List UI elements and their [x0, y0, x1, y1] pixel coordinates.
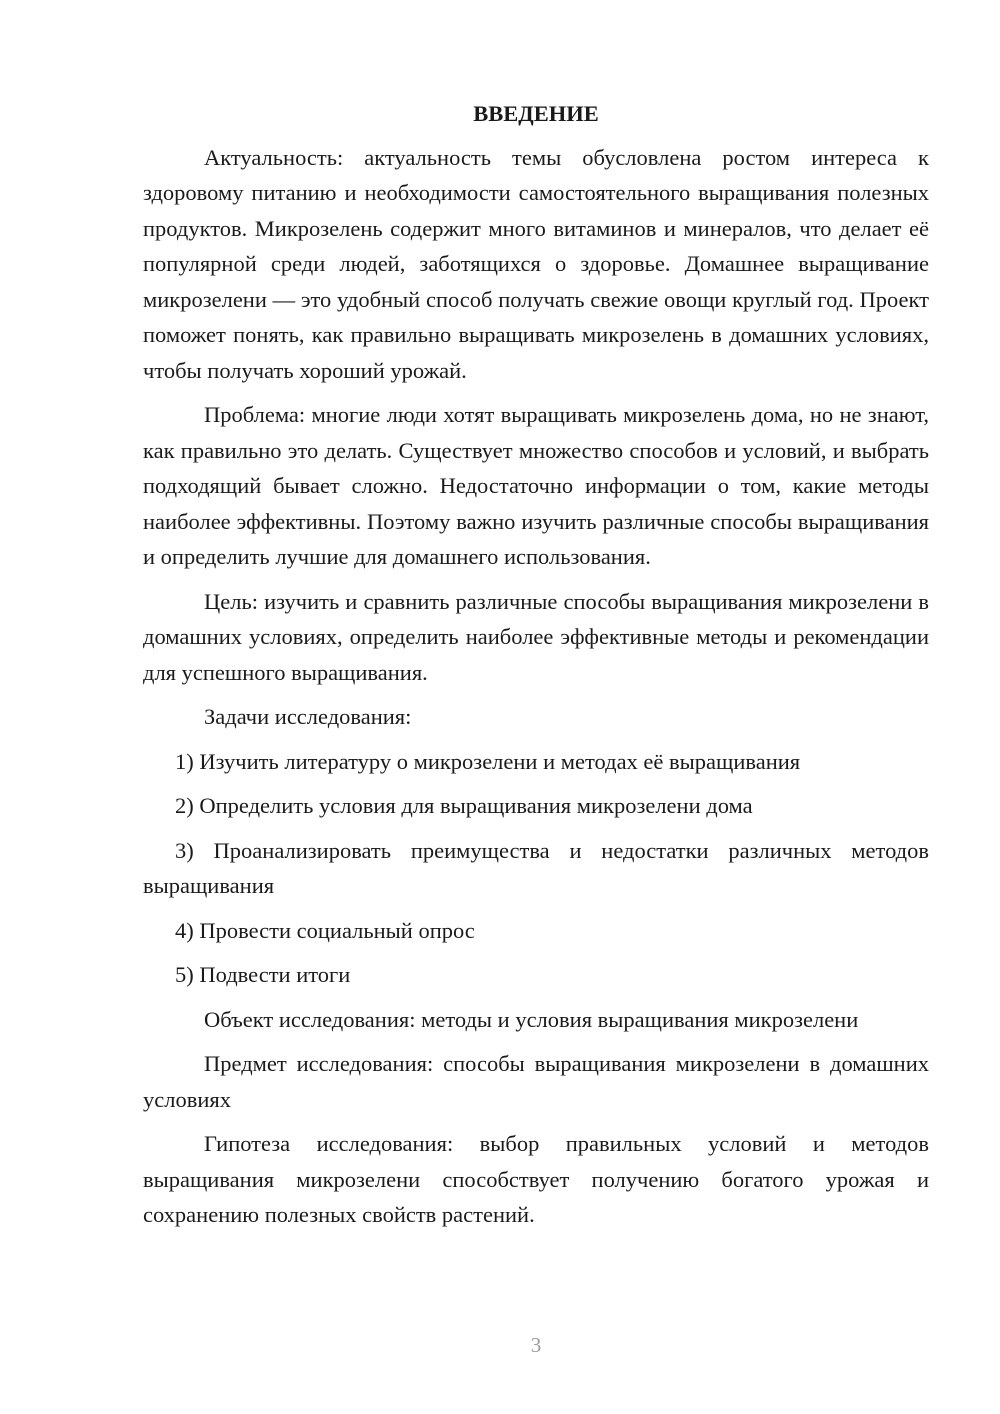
paragraph-subject: Предмет исследования: способы выращивания микрозелени в домашних условиях [143, 1051, 929, 1112]
paragraph-hypothesis: Гипотеза исследования: выбор правильных условий и методов выращивания микрозелени способствует получению богатого урожая и сохранению полезных свойств растений. [143, 1131, 929, 1227]
page-number: 3 [530, 1333, 542, 1357]
paragraph-object: Объект исследования: методы и условия выращивания микрозелени [204, 1006, 859, 1032]
paragraph-relevance: Актуальность: актуальность темы обусловлена ростом интереса к здоровому питанию и необходимости самостоятельного выращивания полезных продуктов. Микрозелень содержит много витаминов и минералов, что делает её популярной среди людей, заботящихся о здоровье. Домашнее выращивание микрозелени — это удобный способ получать свежие овощи круглый год. Проект поможет понять, как правильно выращивать микрозелень в домашних условиях, чтобы получать хороший урожай. [143, 144, 929, 383]
task-item-3: 3) Проанализировать преимущества и недостатки различных методов выращивания [143, 837, 929, 898]
section-heading: ВВЕДЕНИЕ [473, 101, 599, 126]
paragraph-goal: Цель: изучить и сравнить различные способы выращивания микрозелени в домашних условиях, определить наиболее эффективные методы и рекомендации для успешного выращивания. [143, 588, 929, 685]
task-item-4: 4) Провести социальный опрос [175, 917, 475, 943]
tasks-heading: Задачи исследования: [204, 704, 412, 729]
page-content [143, 96, 929, 1242]
task-item-2: 2) Определить условия для выращивания микрозелени дома [175, 793, 753, 818]
paragraph-problem: Проблема: многие люди хотят выращивать микрозелень дома, но не знают, как правильно это делать. Существует множество способов и условий, и выбрать подходящий бывает сложно. Недостаточно информации о том, какие методы наиболее эффективны. Поэтому важно изучить различные способы выращивания и определить лучшие для домашнего использования. [143, 402, 929, 569]
task-item-5: 5) Подвести итоги [175, 962, 351, 987]
task-item-1: 1) Изучить литературу о микрозелени и методах её выращивания [175, 748, 801, 774]
